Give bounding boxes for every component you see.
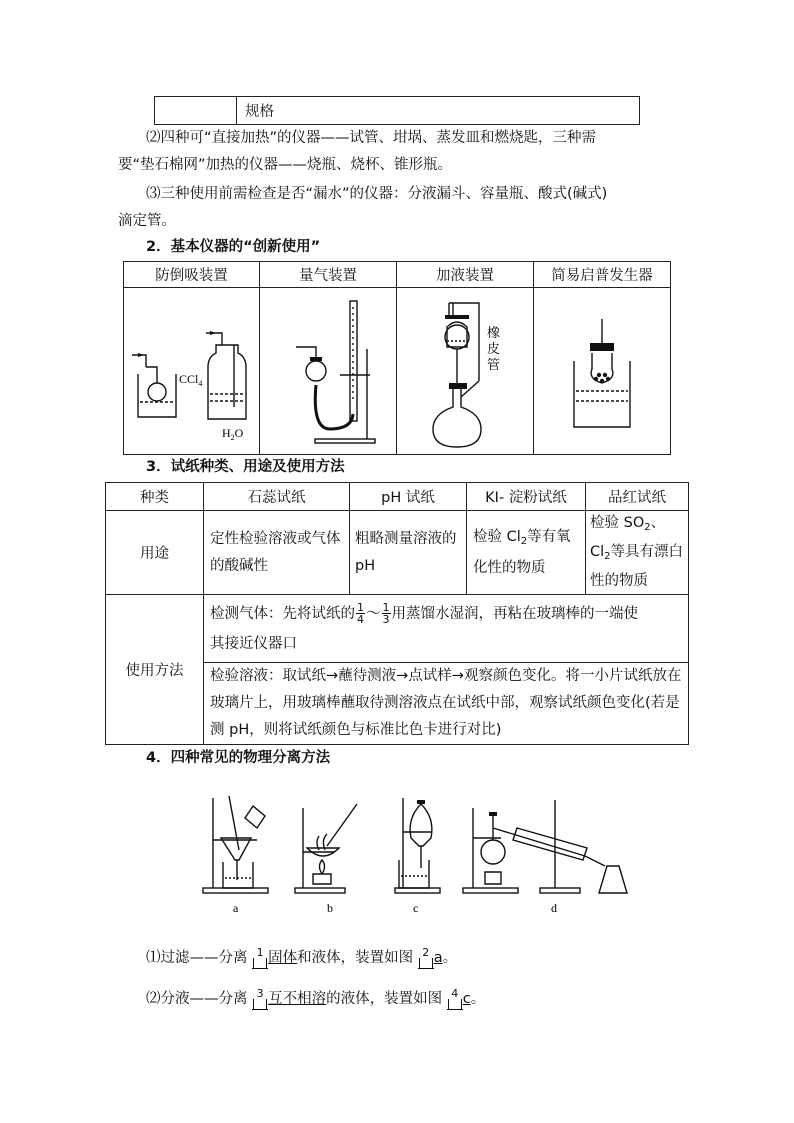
header-type: 种类: [106, 483, 204, 511]
row-use-label: 用途: [106, 511, 204, 595]
fig-label-b: b: [327, 901, 333, 915]
col-kipp: 简易启普发生器: [534, 262, 671, 288]
use-magenta: 检验 $SO_2$、$Cl_2$等具有漂白性的物质: [586, 511, 689, 595]
test-paper-table: [105, 482, 689, 745]
header-ki: KI- 淀粉试纸: [467, 483, 586, 511]
header-litmus: 石蕊试纸: [204, 483, 350, 511]
use-ph: 粗略测量溶液的 pH: [350, 511, 467, 595]
top-table-cell-empty: [155, 97, 237, 125]
blank-3: 3: [252, 988, 268, 1010]
fig-anti-suckback: [124, 288, 260, 455]
section3-heading: 3．试纸种类、用途及使用方法: [146, 459, 345, 475]
answer-a: a: [433, 950, 443, 966]
col-liquid-add: 加液装置: [397, 262, 534, 288]
use-ki: 检验 $Cl_2$等有氧化性的物质: [467, 511, 586, 595]
separation-figure: [195, 788, 635, 923]
para-leak: ⑶三种使用前需检查是否“漏水”的仪器：分液漏斗、容量瓶、酸式(碱式): [146, 186, 608, 202]
header-ph: pH 试纸: [350, 483, 467, 511]
answer-immiscible: 互不相溶: [268, 991, 327, 1007]
fig-liquid-add: [397, 288, 534, 455]
fraction-third: $\frac{1}{3}$: [382, 601, 390, 626]
item-filtration: ⑴过滤——分离 1 固体和液体，装置如图 2 a。: [146, 945, 457, 971]
blank-4: 4: [447, 988, 463, 1010]
label-h2o: $H_2O$: [222, 425, 244, 442]
label-rubber-tube: 橡皮管: [487, 325, 501, 373]
para-leak-cont: 滴定管。: [118, 213, 176, 229]
answer-c: c: [462, 991, 471, 1007]
fraction-quarter: $\frac{1}{4}$: [357, 601, 364, 626]
answer-solid: 固体: [268, 950, 298, 966]
label-ccl4: CCl$_4$: [179, 371, 203, 388]
top-table-cell-spec: 规格: [237, 97, 640, 125]
fig-gas-measure: [260, 288, 397, 455]
fig-label-a: a: [233, 901, 239, 915]
method-solution: 检验溶液：取试纸→蘸待测液→点试样→观察颜色变化。将一小片试纸放在玻璃片上，用玻璃棒蘸取待测溶液点在试纸中部，观察试纸颜色变化(若是测 pH，则将试纸颜色与标准比色卡进行对比): [204, 663, 689, 745]
use-litmus: 定性检验溶液或气体的酸碱性: [204, 511, 350, 595]
para-heating: ⑵四种可“直接加热”的仪器——试管、坩埚、蒸发皿和燃烧匙，三种需: [146, 130, 597, 146]
header-magenta: 品红试纸: [586, 483, 689, 511]
col-gas-measure: 量气装置: [260, 262, 397, 288]
item-separation: ⑵分液——分离 3 互不相溶的液体，装置如图 4 c。: [146, 986, 485, 1012]
fig-label-d: d: [551, 901, 557, 915]
instrument-table: [123, 261, 671, 455]
para-heating-cont: 要“垫石棉网”加热的仪器——烧瓶、烧杯、锥形瓶。: [118, 157, 453, 173]
blank-1: 1: [252, 947, 268, 969]
col-anti-suckback: 防倒吸装置: [124, 262, 260, 288]
method-gas: 检测气体：先将试纸的 $\frac{1}{4}$ ～ $\frac{1}{3}$ 用蒸馏水湿润，再粘在玻璃棒的一端使 其接近仪器口: [204, 595, 689, 663]
blank-2: 2: [418, 947, 434, 969]
section4-heading: 4．四种常见的物理分离方法: [146, 750, 331, 766]
fig-kipp: [534, 288, 671, 455]
fig-label-c: c: [413, 901, 419, 915]
row-method-label: 使用方法: [106, 595, 204, 745]
top-table: [154, 96, 640, 125]
section2-heading: 2．基本仪器的“创新使用”: [146, 239, 321, 255]
